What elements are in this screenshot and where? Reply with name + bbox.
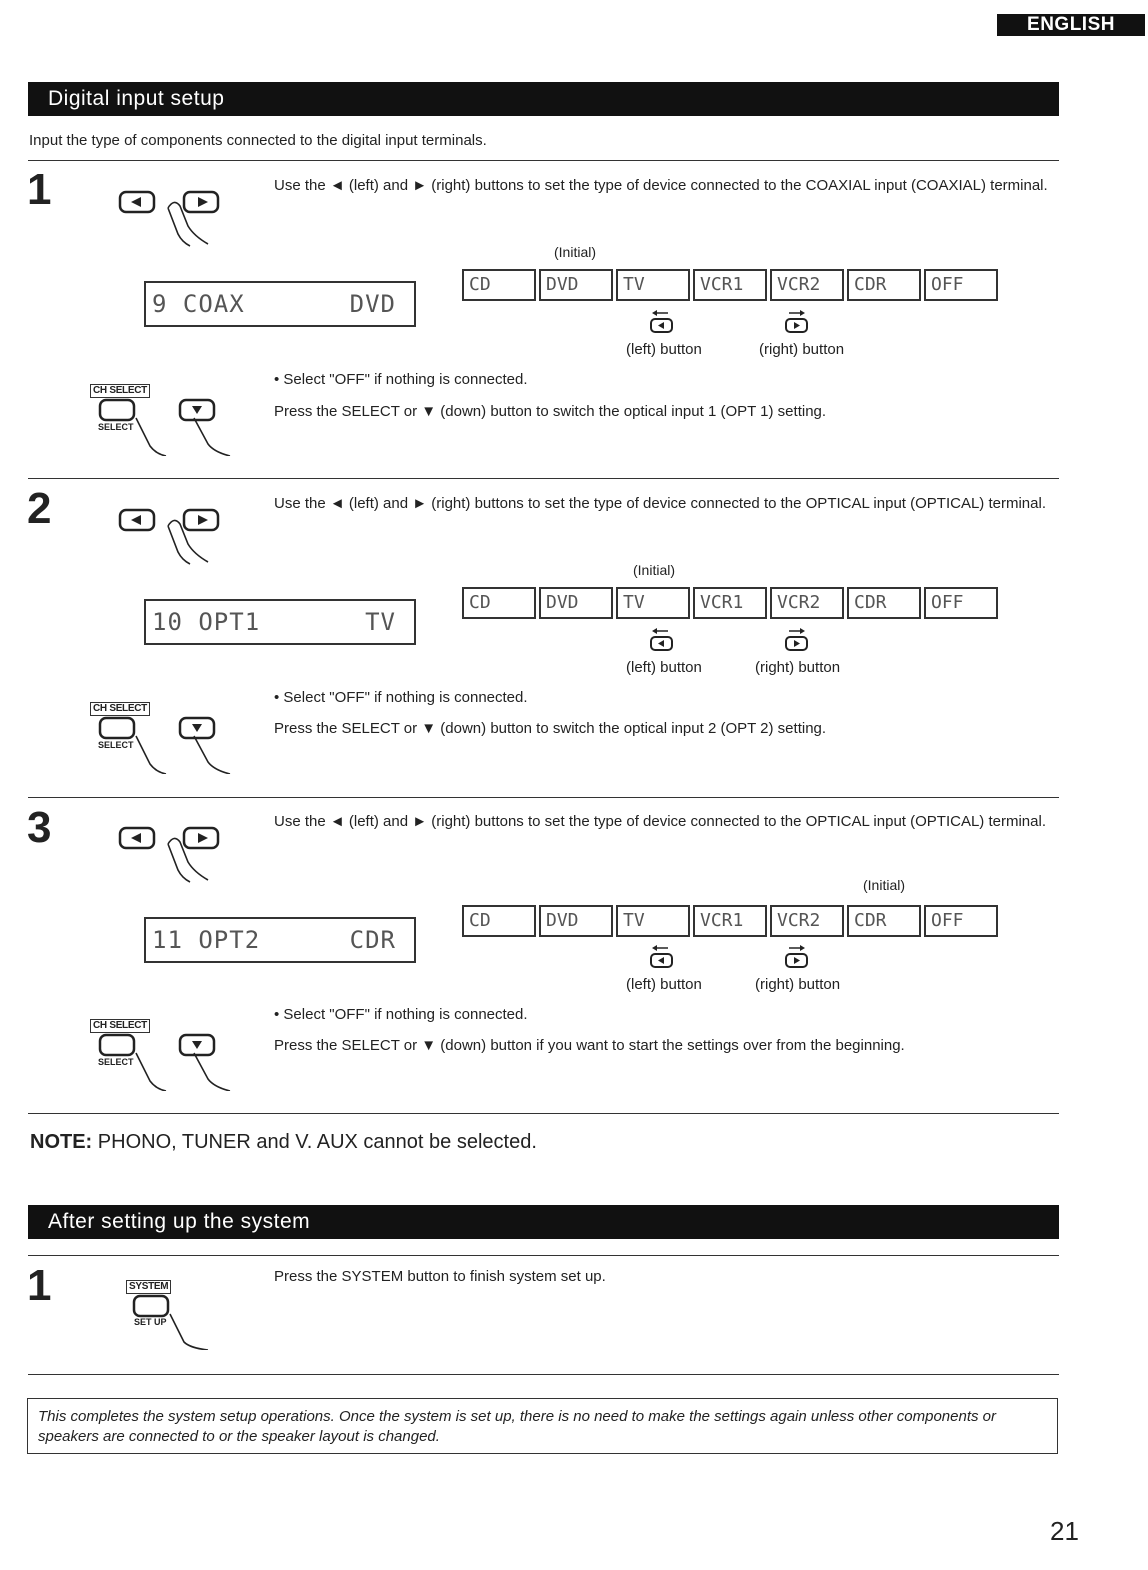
right-button-icon [783,945,811,969]
initial-label: (Initial) [633,562,676,578]
option-box: CD [462,587,536,619]
option-selector-row [462,587,1001,619]
left-button-label: (left) button [626,659,702,676]
divider [28,1255,1059,1256]
ch-select-label: CH SELECT [90,384,150,398]
option-box: TV [616,905,690,937]
option-box: VCR1 [693,905,767,937]
system-button-icon [126,1280,226,1350]
step-number: 2 [27,484,52,533]
note-text: PHONO, TUNER and V. AUX cannot be selected. [97,1131,537,1153]
left-button-icon [648,945,676,969]
divider [28,1374,1059,1375]
option-box: VCR1 [693,269,767,301]
option-box: CDR [847,587,921,619]
lcd-display-right: TV [365,608,396,636]
option-box: OFF [924,587,998,619]
left-right-buttons-icon [118,822,228,884]
press-instruction: Press the SELECT or ▼ (down) button to switch the optical input 1 (OPT 1) setting. [274,403,827,420]
left-button-icon [648,310,676,334]
option-selector-row [462,905,1001,937]
option-box: DVD [539,905,613,937]
option-box: DVD [539,587,613,619]
divider [28,1113,1059,1114]
option-box: OFF [924,905,998,937]
option-box: VCR1 [693,587,767,619]
right-button-label: (right) button [755,659,841,676]
lcd-display-left: 10 OPT1 [152,608,261,636]
step-number: 1 [27,1261,52,1310]
left-button-label: (left) button [626,341,702,358]
select-down-buttons-icon [90,1019,260,1091]
option-selector-row [462,269,1001,301]
bullet-note: • Select "OFF" if nothing is connected. [274,689,528,706]
lcd-display-left: 11 OPT2 [152,926,261,954]
section-title-after-setup: After setting up the system [28,1205,1059,1239]
option-box: OFF [924,269,998,301]
select-label: SELECT [98,1057,134,1067]
step-description: Press the SYSTEM button to finish system set up. [274,1268,606,1285]
step-number: 1 [27,165,52,214]
bullet-note: • Select "OFF" if nothing is connected. [274,371,528,388]
divider [28,478,1059,479]
select-label: SELECT [98,422,134,432]
option-box: CD [462,905,536,937]
section-intro: Input the type of components connected to the digital input terminals. [29,132,487,149]
lcd-display [144,917,416,963]
right-button-label: (right) button [759,341,845,358]
option-box: CDR [847,269,921,301]
section-title-digital-input: Digital input setup [28,82,1059,116]
system-label: SYSTEM [126,1280,171,1294]
lcd-display [144,281,416,327]
right-button-icon [783,310,811,334]
option-box: VCR2 [770,905,844,937]
divider [28,160,1059,161]
step-description: Use the ◄ (left) and ► (right) buttons to set the type of device connected to the OPTICAL input (OPTICAL) terminal. [274,813,1046,830]
completion-notice: This completes the system setup operations. Once the system is set up, there is no need to make the settings again unless other components or speakers are connected to or the speaker layout is changed. [27,1398,1058,1454]
lcd-display-right: DVD [349,290,396,318]
note [30,1131,537,1154]
step-description: Use the ◄ (left) and ► (right) buttons to set the type of device connected to the COAXIAL input (COAXIAL) terminal. [274,177,1048,194]
right-button-icon [783,628,811,652]
option-box: TV [616,587,690,619]
option-box: CDR [847,905,921,937]
language-tag: ENGLISH [997,14,1145,36]
option-box: TV [616,269,690,301]
left-button-label: (left) button [626,976,702,993]
select-down-buttons-icon [90,384,260,456]
option-box: CD [462,269,536,301]
option-box: VCR2 [770,269,844,301]
divider [28,797,1059,798]
select-label: SELECT [98,740,134,750]
step-number: 3 [27,803,52,852]
ch-select-label: CH SELECT [90,702,150,716]
option-box: VCR2 [770,587,844,619]
lcd-display [144,599,416,645]
bullet-note: • Select "OFF" if nothing is connected. [274,1006,528,1023]
left-right-buttons-icon [118,186,228,248]
initial-label: (Initial) [863,877,906,893]
left-right-buttons-icon [118,504,228,566]
press-instruction: Press the SELECT or ▼ (down) button to switch the optical input 2 (OPT 2) setting. [274,720,827,737]
initial-label: (Initial) [554,244,597,260]
page-number: 21 [1050,1516,1079,1546]
ch-select-label: CH SELECT [90,1019,150,1033]
option-box: DVD [539,269,613,301]
note-label: NOTE: [30,1131,93,1153]
press-instruction: Press the SELECT or ▼ (down) button if you want to start the settings over from the beginning. [274,1037,905,1054]
lcd-display-left: 9 COAX [152,290,245,318]
right-button-label: (right) button [755,976,841,993]
left-button-icon [648,628,676,652]
lcd-display-right: CDR [349,926,396,954]
select-down-buttons-icon [90,702,260,774]
set-up-label: SET UP [134,1317,167,1327]
step-description: Use the ◄ (left) and ► (right) buttons to set the type of device connected to the OPTICAL input (OPTICAL) terminal. [274,495,1046,512]
